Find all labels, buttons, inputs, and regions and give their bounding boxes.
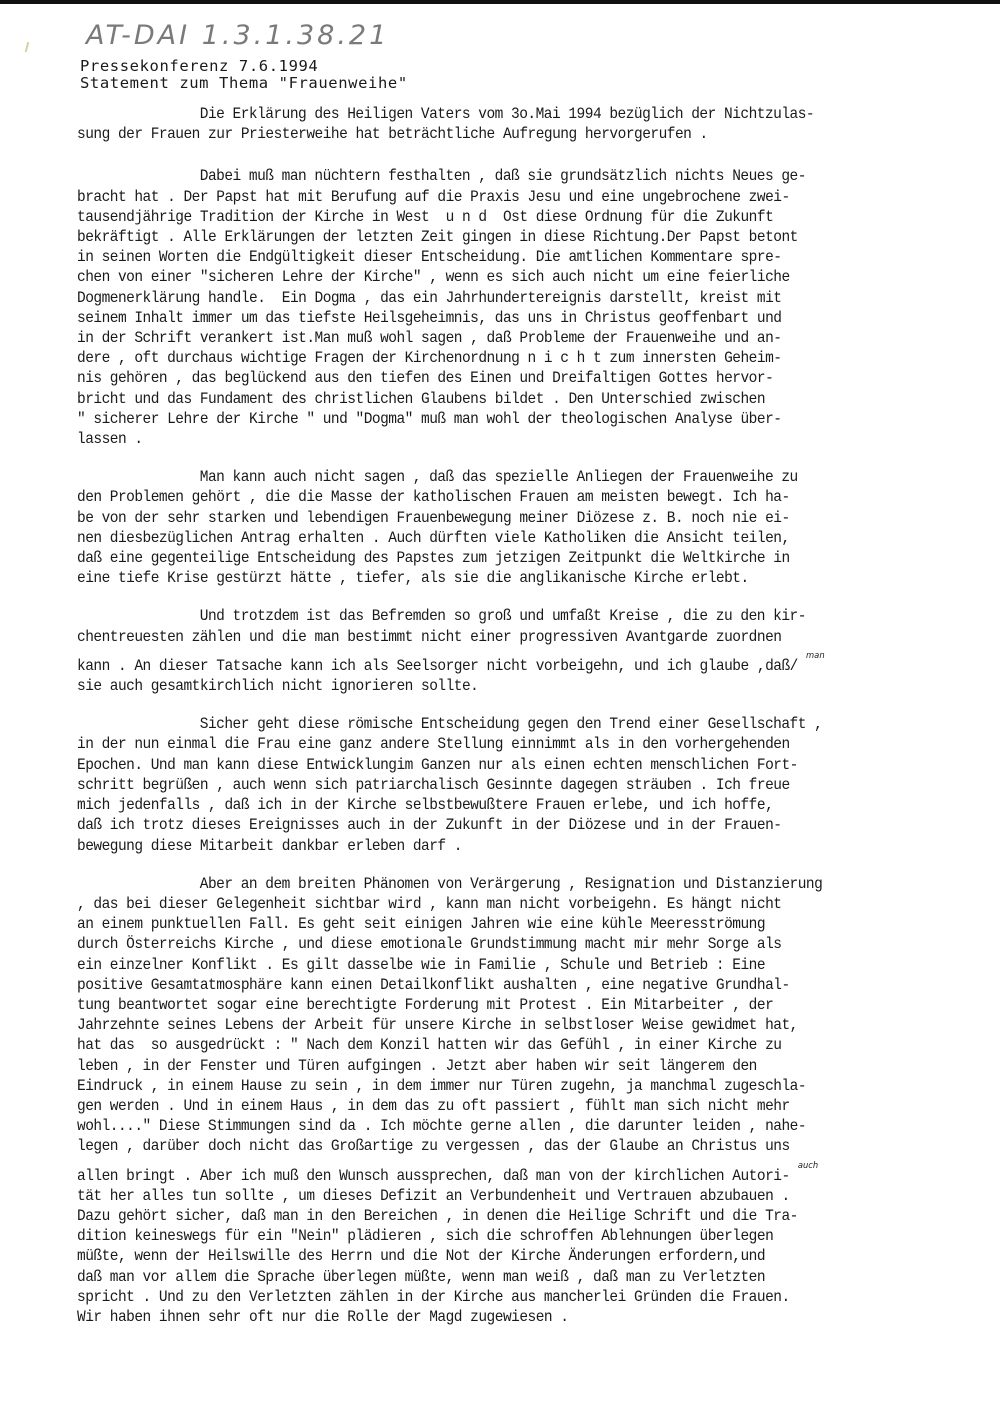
text-line: Und trotzdem ist das Befremden so groß und umfaßt Kreise , die zu den kir- — [199, 607, 806, 626]
text-line-wrapper — [77, 1056, 905, 1076]
document-header — [80, 58, 408, 92]
text-line: ein einzelner Konflikt . Es gilt dasselbe wie in Familie , Schule und Betrieb : Eine — [77, 955, 766, 974]
text-line-wrapper — [77, 429, 905, 449]
text-line: Eindruck , in einem Hause zu sein , in dem immer nur Türen zugehn, ja manchmal zugeschla- — [77, 1076, 807, 1095]
text-line: Die Erklärung des Heiligen Vaters vom 3o.Mai 1994 bezüglich der Nichtzulas- — [199, 105, 815, 123]
text-line: Dogmenerklärung handle. Ein Dogma , das ein Jahrhundertereignis darstellt, kreist mit — [77, 288, 782, 307]
text-line: Jahrzehnte seines Lebens der Arbeit für unsere Kirche in selbstloser Weise gewidmet hat, — [77, 1016, 798, 1035]
document-body — [77, 104, 905, 1345]
text-line-wrapper — [77, 1157, 905, 1186]
text-line: gen werden . Und in einem Haus , in dem das zu oft passiert , fühlt man sich nicht mehr — [77, 1096, 790, 1115]
text-line-wrapper — [77, 124, 905, 144]
text-line-wrapper — [77, 267, 905, 287]
handwritten-note-auch: auch — [797, 1160, 819, 1171]
text-line-wrapper — [77, 467, 905, 487]
text-line-wrapper — [77, 308, 905, 328]
text-line-wrapper — [77, 995, 905, 1015]
text-line: in der nun einmal die Frau eine ganz andere Stellung einnimmt als in den vorhergehenden — [77, 735, 790, 754]
text-line-wrapper — [77, 1186, 905, 1206]
text-line: mich jedenfalls , daß ich in der Kirche selbstbewußtere Frauen erlebe, und ich hoffe, — [77, 796, 774, 815]
text-line-wrapper — [77, 227, 905, 247]
text-line: daß ich trotz dieses Ereignisses auch in der Zukunft in der Diözese und in der Frauen- — [77, 816, 782, 835]
text-line: kann . An dieser Tatsache kann ich als Seelsorger nicht vorbeigehn, und ich glaube ,daß/ — [77, 656, 798, 675]
paragraph — [77, 714, 905, 855]
text-line: hat das so ausgedrückt : " Nach dem Konzil hatten wir das Gefühl , in einer Kirche zu — [77, 1036, 782, 1055]
text-line: dere , oft durchaus wichtige Fragen der Kirchenordnung n i c h t zum innersten Geheim- — [77, 349, 782, 368]
text-line: bracht hat . Der Papst hat mit Berufung auf die Praxis Jesu und eine ungebrochene zwei- — [77, 187, 790, 206]
text-line: chentreuesten zählen und die man bestimmt nicht einer progressiven Avantgarde zuordnen — [77, 627, 782, 646]
text-line: chen von einer "sicheren Lehre der Kirche" , wenn es sich auch nicht um eine feierliche — [77, 268, 790, 287]
text-line: nis gehören , das beglückend aus den tiefen des Einen und Dreifaltigen Gottes hervor- — [77, 369, 774, 388]
handwritten-note-man: man — [806, 650, 825, 661]
text-line: in seinen Worten die Endgültigkeit dieser Entscheidung. Die amtlichen Kommentare spre- — [77, 248, 782, 267]
text-line: sung der Frauen zur Priesterweihe hat beträchtliche Aufregung hervorgerufen . — [77, 125, 708, 144]
text-line-wrapper — [77, 1096, 905, 1116]
text-line: , das bei dieser Gelegenheit sichtbar wird , kann man nicht vorbeigehn. Es hängt nicht — [77, 894, 782, 913]
text-line-wrapper — [77, 1206, 905, 1226]
text-line-wrapper — [77, 568, 905, 588]
text-line: nen diesbezüglichen Antrag erhalten . Auch dürften viele Katholiken die Ansicht teilen, — [77, 528, 790, 547]
text-line-wrapper — [77, 934, 905, 954]
text-line-wrapper — [77, 676, 905, 696]
text-line-wrapper — [77, 288, 905, 308]
text-line: Man kann auch nicht sagen , daß das spezielle Anliegen der Frauenweihe zu — [199, 468, 798, 487]
text-line: spricht . Und zu den Verletzten zählen in der Kirche aus mancherlei Gründen die Frauen. — [77, 1287, 790, 1306]
text-line-wrapper — [77, 714, 905, 734]
text-line: den Problemen gehört , die die Masse der katholischen Frauen am meisten bewegt. Ich ha- — [77, 488, 790, 507]
text-line-wrapper — [77, 815, 905, 835]
text-line: sie auch gesamtkirchlich nicht ignorieren sollte. — [77, 677, 479, 696]
text-line-wrapper — [77, 528, 905, 548]
text-line: Epochen. Und man kann diese Entwicklungim Ganzen nur als einen echten menschlichen Fort- — [77, 755, 798, 774]
text-line-wrapper — [77, 975, 905, 995]
text-line-wrapper — [77, 548, 905, 568]
text-line-wrapper — [77, 955, 905, 975]
text-line: Aber an dem breiten Phänomen von Verärgerung , Resignation und Distanzierung — [199, 874, 823, 893]
text-line-wrapper — [77, 606, 905, 626]
text-line: wohl...." Diese Stimmungen sind da . Ich möchte gerne allen , die darunter leiden , nahe- — [77, 1117, 807, 1136]
text-line-wrapper — [77, 894, 905, 914]
paragraph — [77, 104, 905, 144]
text-line-wrapper — [77, 487, 905, 507]
text-line: müßte, wenn der Heilswille des Herrn und die Not der Kirche Änderungen erfordern,und — [77, 1247, 766, 1266]
text-line-wrapper — [77, 1226, 905, 1246]
text-line: durch Österreichs Kirche , und diese emotionale Grundstimmung macht mir mehr Sorge als — [77, 935, 782, 954]
text-line: Dabei muß man nüchtern festhalten , daß sie grundsätzlich nichts Neues ge- — [199, 167, 806, 186]
text-line-wrapper — [77, 348, 905, 368]
text-line-wrapper — [77, 914, 905, 934]
text-line: positive Gesamtatmosphäre kann einen Detailkonflikt aushalten , eine negative Grundhal- — [77, 975, 790, 994]
text-line-wrapper — [77, 1035, 905, 1055]
text-line-wrapper — [77, 368, 905, 388]
text-line-wrapper — [77, 187, 905, 207]
margin-mark — [25, 42, 30, 52]
text-line: lassen . — [77, 430, 143, 449]
text-line-wrapper — [77, 734, 905, 754]
text-line: leben , in der Fenster und Türen aufgingen . Jetzt aber haben wir seit längerem den — [77, 1056, 757, 1075]
text-line-wrapper — [77, 508, 905, 528]
text-line: bricht und das Fundament des christlichen Glaubens bildet . Den Unterschied zwischen — [77, 389, 766, 408]
text-line: bewegung diese Mitarbeit dankbar erleben darf . — [77, 836, 462, 855]
paragraph — [77, 606, 905, 696]
text-line-wrapper — [77, 874, 905, 894]
text-line: seinem Inhalt immer um das tiefste Heilsgeheimnis, das uns in Christus geoffenbart und — [77, 308, 782, 327]
header-press-conference: Pressekonferenz 7.6.1994 — [80, 57, 319, 75]
text-line: be von der sehr starken und lebendigen Frauenbewegung meiner Diözese z. B. noch nie ei- — [77, 508, 790, 527]
text-line: eine tiefe Krise gestürzt hätte , tiefer, als sie die anglikanische Kirche erlebt. — [77, 569, 749, 588]
text-line: tausendjährige Tradition der Kirche in West u n d Ost diese Ordnung für die Zukunft — [77, 207, 774, 226]
text-line: tung beantwortet sogar eine berechtigte Forderung mit Protest . Ein Mitarbeiter , der — [77, 995, 774, 1014]
text-line: " sicherer Lehre der Kirche " und "Dogma" muß man wohl der theologischen Analyse über- — [77, 409, 782, 428]
text-line-wrapper — [77, 795, 905, 815]
text-line-wrapper — [77, 775, 905, 795]
text-line: schritt begrüßen , auch wenn sich patriarchalisch Gesinnte dagegen sträuben . Ich freue — [77, 775, 790, 794]
text-line: allen bringt . Aber ich muß den Wunsch aussprechen, daß man von der kirchlichen Autori- — [77, 1166, 790, 1185]
text-line-wrapper — [77, 1267, 905, 1287]
text-line: daß man vor allem die Sprache überlegen müßte, wenn man weiß , daß man zu Verletzten — [77, 1267, 766, 1286]
paragraph — [77, 874, 905, 1327]
text-line-wrapper — [77, 1015, 905, 1035]
text-line-wrapper — [77, 328, 905, 348]
text-line: Dazu gehört sicher, daß man in den Bereichen , in denen die Heilige Schrift und die Tra- — [77, 1206, 798, 1225]
text-line-wrapper — [77, 1116, 905, 1136]
text-line: bekräftigt . Alle Erklärungen der letzten Zeit gingen in diese Richtung.Der Papst betont — [77, 228, 798, 247]
text-line-wrapper — [77, 104, 905, 124]
text-line-wrapper — [77, 647, 905, 676]
text-line-wrapper — [77, 1076, 905, 1096]
text-line: tät her alles tun sollte , um dieses Defizit an Verbundenheit und Vertrauen abzubauen . — [77, 1186, 790, 1205]
header-statement-topic: Statement zum Thema "Frauenweihe" — [80, 74, 408, 92]
text-line: Sicher geht diese römische Entscheidung gegen den Trend einer Gesellschaft , — [199, 715, 823, 734]
text-line-wrapper — [77, 409, 905, 429]
paragraph — [77, 467, 905, 588]
text-line: dition keineswegs für ein "Nein" plädieren , sich die schroffen Ablehnungen überlegen — [77, 1227, 774, 1246]
scan-border — [0, 0, 1000, 4]
text-line: legen , darüber doch nicht das Großartige zu vergessen , das der Glaube an Christus uns — [77, 1137, 790, 1156]
text-line-wrapper — [77, 1136, 905, 1156]
text-line-wrapper — [77, 1307, 905, 1327]
text-line-wrapper — [77, 1246, 905, 1266]
text-line-wrapper — [77, 1287, 905, 1307]
archive-reference: AT-DAI 1.3.1.38.21 — [86, 20, 390, 51]
text-line: Wir haben ihnen sehr oft nur die Rolle der Magd zugewiesen . — [77, 1307, 569, 1326]
text-line-wrapper — [77, 389, 905, 409]
text-line-wrapper — [77, 836, 905, 856]
text-line: daß eine gegenteilige Entscheidung des Papstes zum jetzigen Zeitpunkt die Weltkirche in — [77, 549, 790, 568]
paragraph — [77, 166, 905, 449]
text-line-wrapper — [77, 627, 905, 647]
text-line: an einem punktuellen Fall. Es geht seit einigen Jahren wie eine kühle Meeresströmung — [77, 915, 766, 934]
text-line: in der Schrift verankert ist.Man muß wohl sagen , daß Probleme der Frauenweihe und an- — [77, 329, 782, 348]
text-line-wrapper — [77, 247, 905, 267]
text-line-wrapper — [77, 755, 905, 775]
text-line-wrapper — [77, 207, 905, 227]
text-line-wrapper — [77, 166, 905, 186]
